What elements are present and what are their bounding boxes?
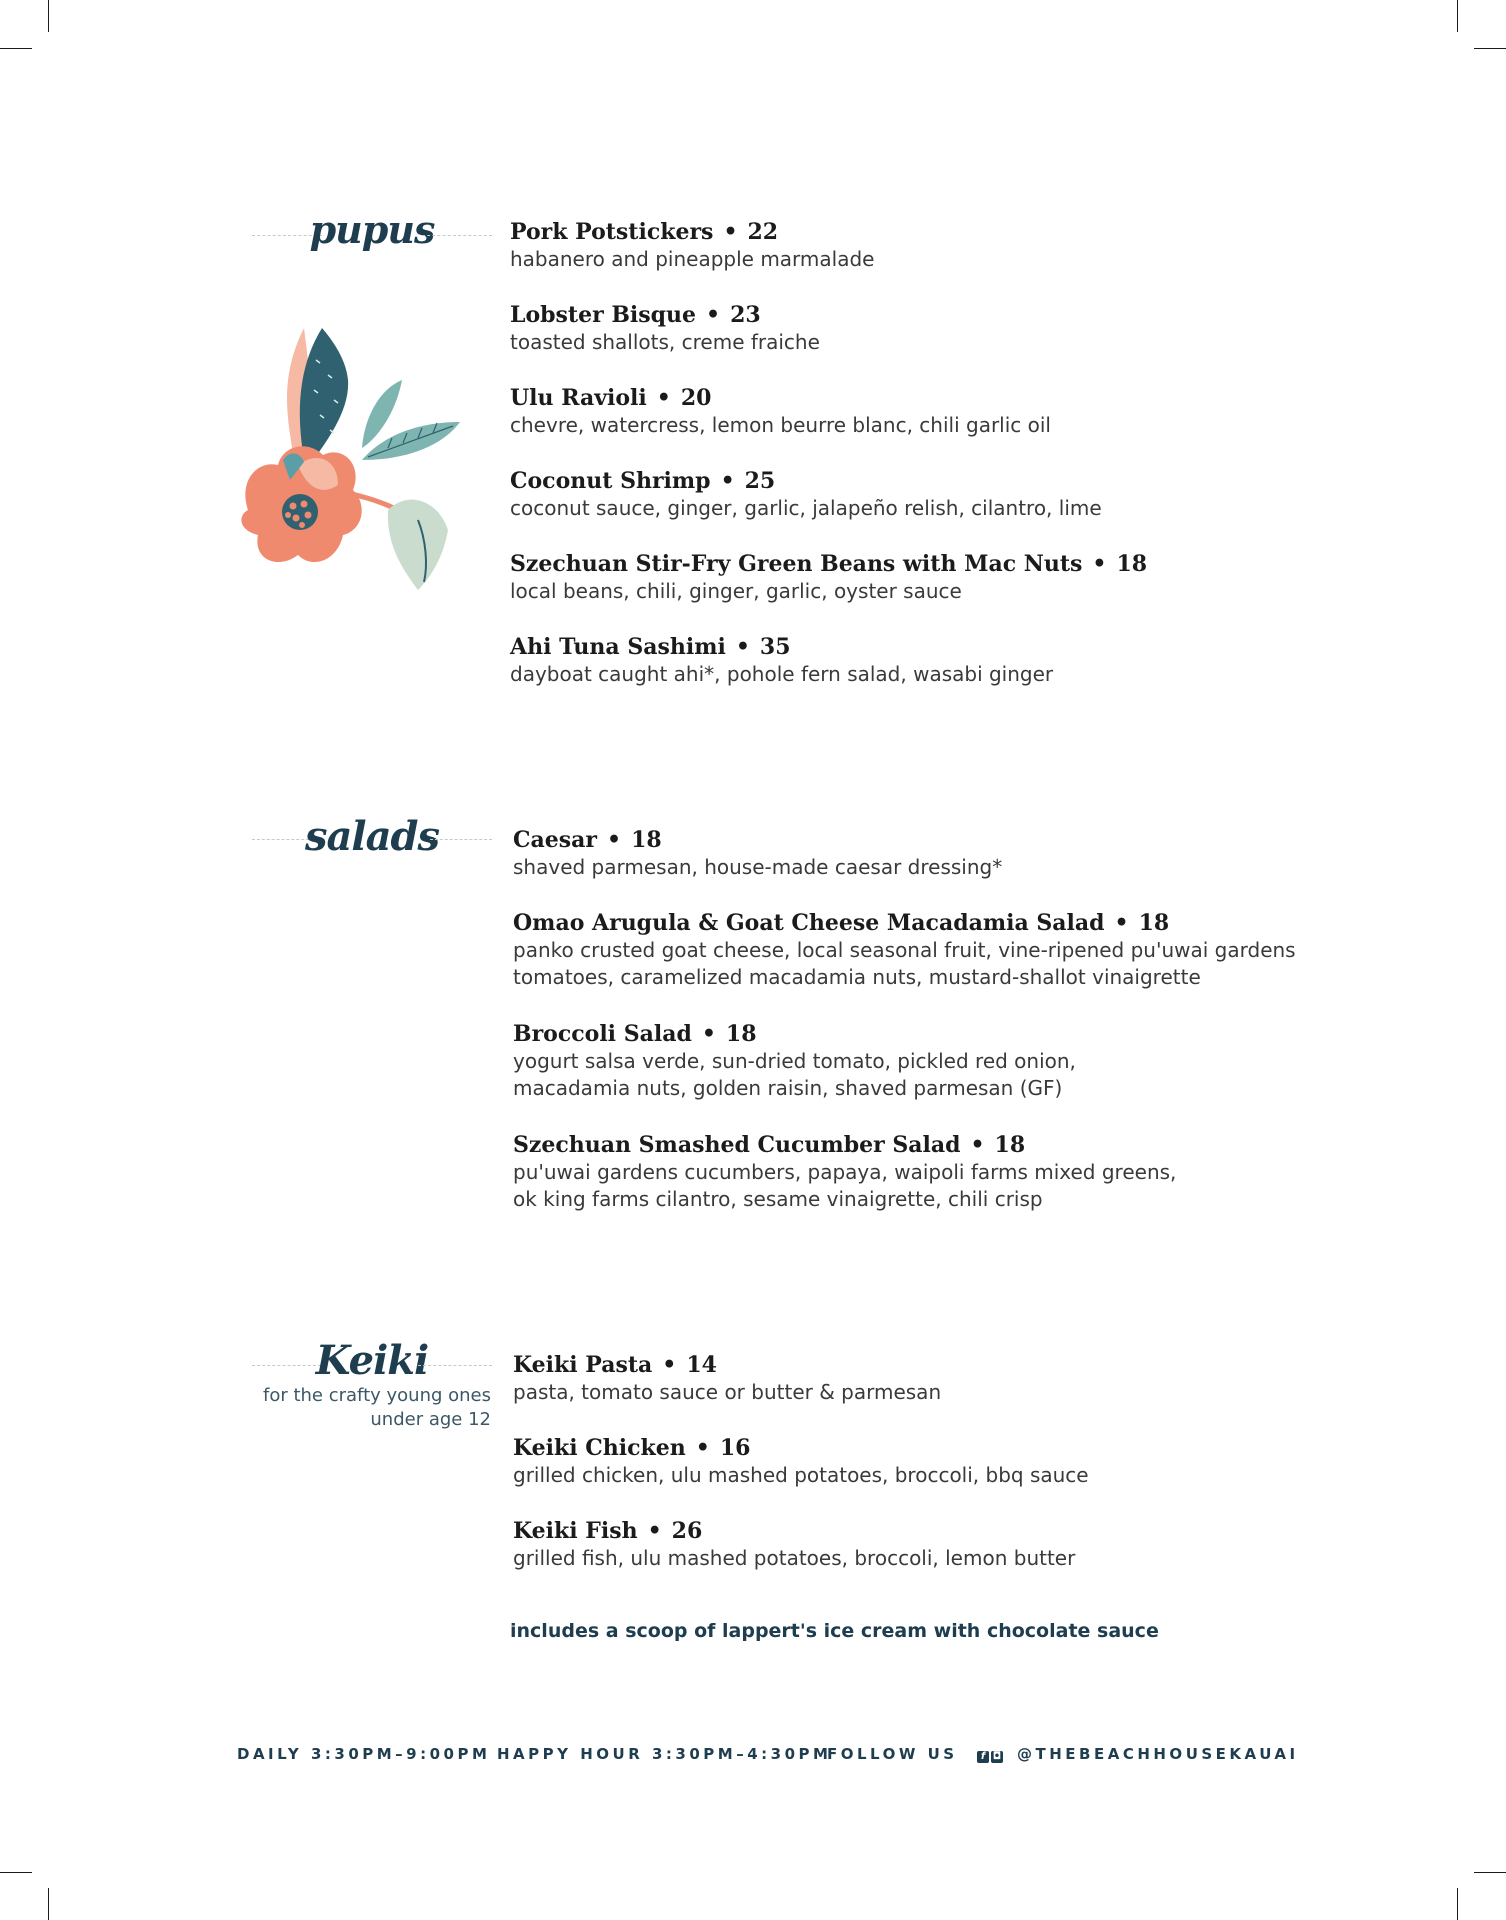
item-name: Szechuan Smashed Cucumber Salad — [513, 1132, 961, 1158]
footer-follow: FOLLOW US — [827, 1745, 958, 1763]
item-name: Keiki Fish — [513, 1518, 638, 1544]
separator: • — [647, 1518, 662, 1544]
menu-item — [513, 909, 1373, 991]
footer-happy-hour: HAPPY HOUR 3:30PM–4:30PM — [497, 1745, 832, 1763]
section-heading: salads — [304, 813, 440, 860]
menu-item — [513, 1131, 1373, 1213]
facebook-icon[interactable]: f — [977, 1751, 989, 1763]
item-description: tomatoes, caramelized macadamia nuts, mustard-shallot vinaigrette — [513, 965, 1201, 989]
sage-leaf — [388, 500, 448, 590]
separator: • — [1092, 551, 1107, 577]
subtitle-line: for the crafty young ones — [262, 1385, 491, 1406]
section-heading: Keiki — [315, 1337, 429, 1384]
item-price: 25 — [744, 468, 776, 494]
menu-item — [510, 633, 1370, 688]
separator: • — [706, 302, 721, 328]
item-description: shaved parmesan, house-made caesar dressing* — [513, 855, 1003, 879]
section-heading: pupus — [309, 207, 435, 252]
crop-mark — [1474, 1872, 1506, 1873]
item-price: 18 — [725, 1021, 757, 1047]
separator: • — [662, 1352, 677, 1378]
item-price: 18 — [631, 827, 662, 853]
footer-social — [977, 1745, 1005, 1763]
item-description: toasted shallots, creme fraiche — [510, 330, 820, 354]
item-description: macadamia nuts, golden raisin, shaved parmesan (GF) — [513, 1076, 1063, 1100]
item-description: pasta, tomato sauce or butter & parmesan — [513, 1380, 942, 1404]
item-price: 16 — [719, 1435, 751, 1461]
item-price: 14 — [686, 1352, 717, 1378]
item-name: Coconut Shrimp — [510, 468, 711, 494]
instagram-icon[interactable]: ◘ — [992, 1751, 1002, 1762]
crop-mark — [0, 48, 32, 49]
item-price: 18 — [1138, 910, 1170, 936]
item-name: Lobster Bisque — [510, 302, 697, 328]
menu-item — [513, 1020, 1373, 1102]
item-description: yogurt salsa verde, sun-dried tomato, pickled red onion, — [513, 1049, 1076, 1073]
item-name: Ulu Ravioli — [510, 385, 647, 411]
separator: • — [720, 468, 735, 494]
divider — [418, 1365, 492, 1366]
crop-mark — [1457, 0, 1458, 32]
item-description: dayboat caught ahi*, pohole fern salad, wasabi ginger — [510, 662, 1054, 686]
crop-mark — [1457, 1888, 1458, 1920]
separator: • — [701, 1021, 716, 1047]
item-name: Broccoli Salad — [513, 1021, 692, 1047]
menu-item — [510, 384, 1370, 439]
flower-illustration — [238, 320, 468, 590]
item-description: grilled fish, ulu mashed potatoes, broccoli, lemon butter — [513, 1546, 1076, 1570]
section-title-salads — [252, 804, 492, 874]
menu-item — [510, 467, 1370, 522]
item-description: habanero and pineapple marmalade — [510, 247, 875, 271]
menu-item — [513, 1517, 1373, 1572]
separator: • — [723, 219, 738, 245]
separator: • — [607, 827, 622, 853]
menu-item — [513, 826, 1373, 881]
separator: • — [656, 385, 671, 411]
crop-mark — [0, 1872, 32, 1873]
keiki-note: includes a scoop of lappert's ice cream with chocolate sauce — [510, 1620, 1159, 1642]
item-price: 18 — [994, 1132, 1026, 1158]
item-name: Pork Potstickers — [510, 219, 714, 245]
section-title-pupus — [252, 200, 492, 270]
crop-mark — [1474, 48, 1506, 49]
item-price: 18 — [1116, 551, 1148, 577]
separator: • — [695, 1435, 710, 1461]
keiki-subtitle — [200, 1384, 491, 1432]
separator: • — [1114, 910, 1129, 936]
item-description: grilled chicken, ulu mashed potatoes, broccoli, bbq sauce — [513, 1463, 1089, 1487]
divider — [430, 839, 492, 840]
menu-item — [510, 550, 1370, 605]
footer — [0, 1745, 1506, 1765]
separator: • — [735, 634, 750, 660]
item-description: ok king farms cilantro, sesame vinaigrette, chili crisp — [513, 1187, 1043, 1211]
menu-item — [510, 218, 1370, 273]
item-name: Keiki Chicken — [513, 1435, 686, 1461]
menu-item — [513, 1351, 1373, 1406]
item-price: 22 — [747, 219, 779, 245]
subtitle-line: under age 12 — [370, 1409, 491, 1430]
item-price: 23 — [730, 302, 761, 328]
item-price: 20 — [680, 385, 712, 411]
item-description: coconut sauce, ginger, garlic, jalapeño relish, cilantro, lime — [510, 496, 1102, 520]
item-description: panko crusted goat cheese, local seasonal fruit, vine-ripened pu'uwai gardens — [513, 938, 1296, 962]
crop-mark — [48, 1888, 49, 1920]
item-description: local beans, chili, ginger, garlic, oyster sauce — [510, 579, 962, 603]
item-description: chevre, watercress, lemon beurre blanc, chili garlic oil — [510, 413, 1051, 437]
item-name: Omao Arugula & Goat Cheese Macadamia Salad — [513, 910, 1105, 936]
menu-item — [510, 301, 1370, 356]
divider — [422, 235, 492, 236]
item-name: Ahi Tuna Sashimi — [510, 634, 726, 660]
item-name: Caesar — [513, 827, 597, 853]
separator: • — [970, 1132, 985, 1158]
menu-item — [513, 1434, 1373, 1489]
item-price: 35 — [759, 634, 791, 660]
footer-hours: DAILY 3:30PM–9:00PM — [237, 1745, 491, 1763]
crop-mark — [48, 0, 49, 32]
item-price: 26 — [671, 1518, 703, 1544]
footer-handle[interactable]: @THEBEACHHOUSEKAUAI — [1017, 1745, 1299, 1763]
item-name: Szechuan Stir-Fry Green Beans with Mac Nuts — [510, 551, 1083, 577]
item-name: Keiki Pasta — [513, 1352, 653, 1378]
item-description: pu'uwai gardens cucumbers, papaya, waipoli farms mixed greens, — [513, 1160, 1177, 1184]
